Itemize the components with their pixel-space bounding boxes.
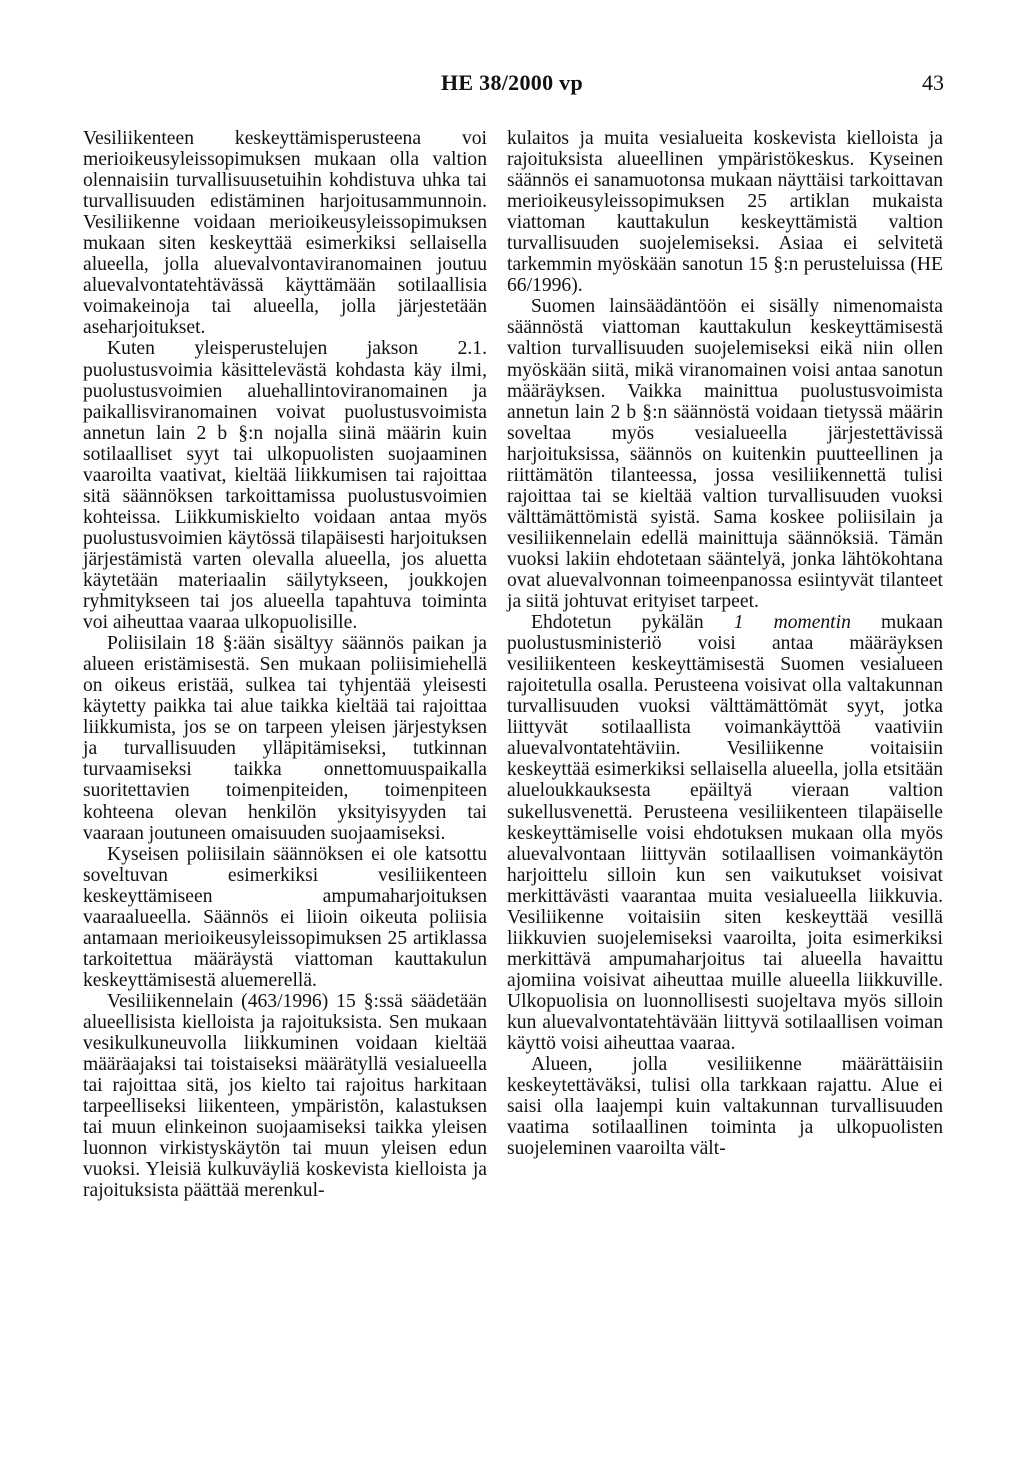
emphasis-text: 1 momentin <box>733 612 851 634</box>
paragraph-continuation: kulaitos ja muita vesialueita koskevista kielloista ja rajoituksista alueellinen ympäristökeskus. Kyseinen säännös ei sanamuotonsa mukaan näyttäisi tarkoittavan merioikeusyleissopimuksen 25 artiklan mukaista viattoman kauttakulun keskeyttämistä valtion turvallisuuden suojelemiseksi. Asiaa ei selvitetä tarkemmin myöskään sanotun 15 §:n perusteluissa (HE 66/1996). <box>507 128 943 297</box>
page-number: 43 <box>922 70 944 95</box>
paragraph-text: mukaan puolustusministeriö voisi antaa määräyksen vesiliikenteen keskeyttämisestä Suomen vesialueen rajoitetulla osalla. Perusteena voisivat olla valtakunnan turvallisuuden vuoksi välttämättömät syyt, jotka liittyvät sotilaallista voimankäyttöä vaativiin aluevalvontatehtäviin. Vesiliikenne voitaisiin keskeyttää esimerkiksi sellaisella alueella, jolla etsitään alueloukkauksesta epäiltyä vieraan valtion sukellusvenettä. Perusteena vesiliikenteen tilapäiselle keskeyttämiselle voisi ehdotuksen mukaan olla myös aluevalvontaan liittyvän sotilaallisen voimankäytön harjoittelu silloin kun sen vaikutukset voisivat merkittävästi vaarantaa muita vesialueella liikkuvia. Vesiliikenne voitaisiin siten keskeyttää vesillä liikkuvien suojelemiseksi vaaroilta, joita esimerkiksi merkittävä ampumaharjoitus tai alueella havaittu ajomiina voisivat aiheuttaa muille alueella liikkuville. Ulkopuolisia on luonnollisesti suojeltava myös silloin kun aluevalvontatehtävään liittyvä sotilaallisen voiman käyttö voisi aiheuttaa vaaraa. <box>507 612 943 1055</box>
paragraph: Suomen lainsäädäntöön ei sisälly nimenomaista säännöstä viattoman kauttakulun keskeyttämisestä valtion turvallisuuden suojelemiseksi eikä niin ollen myöskään siitä, mikä viranomainen voisi antaa sanotun määräyksen. Vaikka mainittua puolustusvoimista annetun lain 2 b §:n säännöstä voidaan tietyssä määrin soveltaa myös vesialueella järjestettävissä harjoituksissa, säännös on kuitenkin puutteellinen ja riittämätön tilanteessa, jossa vesiliikennettä tulisi rajoittaa tai se kieltää valtion turvallisuuden vuoksi välttämättömistä syistä. Sama koskee poliisilain ja vesiliikennelain edellä mainittuja säännöksiä. Tämän vuoksi lakiin ehdotetaan sääntelyä, jonka lähtökohtana ovat aluevalvonnan toimeenpanossa esiintyvät tilanteet ja siitä johtuvat erityiset tarpeet. <box>507 296 943 613</box>
paragraph: Kyseisen poliisilain säännöksen ei ole katsottu soveltuvan esimerkiksi vesiliikenteen keskeyttämiseen ampumaharjoituksen vaaraalueella. Säännös ei liioin oikeuta poliisia antamaan merioikeusyleissopimuksen 25 artiklassa tarkoitettua määräystä viattoman kauttakulun keskeyttämisestä aluemerellä. <box>83 843 487 991</box>
paragraph: Alueen, jolla vesiliikenne määrättäisiin keskeytettäväksi, tulisi olla tarkkaan rajattu. Alue ei saisi olla laajempi kuin valtakunnan turvallisuuden vaatima sotilaallinen toiminta ja ulkopuolisten suojeleminen vaaroilta vält- <box>507 1054 943 1160</box>
paragraph: Kuten yleisperustelujen jakson 2.1. puolustusvoimia käsittelevästä kohdasta käy ilmi, puolustusvoimien aluehallintoviranomainen ja paikallisviranomainen voivat puolustusvoimista annetun lain 2 b §:n nojalla siinä määrin kuin sotilaalliset syyt tai ulkopuolisten suojaaminen vaaroilta vaativat, kieltää liikkumisen tai rajoittaa sitä säännöksen tarkoittamissa puolustusvoimien kohteissa. Liikkumiskielto voidaan antaa myös puolustusvoimien käytössä tilapäisesti harjoituksen järjestämistä varten olevalla alueella, jos aluetta käytetään materiaalin säilytykseen, joukkojen ryhmitykseen tai jos alueella tapahtuva toiminta voi aiheuttaa vaaraa ulkopuolisille. <box>83 338 487 634</box>
paragraph-text: Ehdotetun pykälän <box>531 612 734 634</box>
document-title: HE 38/2000 vp <box>440 70 584 95</box>
right-column <box>507 128 943 1159</box>
paragraph: Vesiliikennelain (463/1996) 15 §:ssä säädetään alueellisista kielloista ja rajoituksista. Sen mukaan vesikulkuneuvolla liikkuminen voidaan kieltää määräajaksi tai toistaiseksi määrätyllä vesialueella tai rajoittaa sitä, jos kielto tai rajoitus harkitaan tarpeelliseksi liikenteen, ympäristön, kalastuksen tai muun elinkeinon suojaamiseksi taikka yleisen luonnon virkistyskäytön tai muun yleisen edun vuoksi. Yleisiä kulkuväyliä koskevista kielloista ja rajoituksista päättää merenkul- <box>83 990 487 1202</box>
page-header <box>0 70 1024 100</box>
paragraph <box>507 612 943 1054</box>
paragraph: Vesiliikenteen keskeyttämisperusteena voi merioikeusyleissopimuksen mukaan olla valtion olennaisiin turvallisuusetuihin kohdistuva uhka tai turvallisuuden edistäminen harjoitusammunnoin. Vesiliikenne voidaan merioikeusyleissopimuksen mukaan siten keskeyttää esimerkiksi sellaisella alueella, jolla aluevalvontaviranomainen joutuu aluevalvontatehtävässä käyttämään sotilaallisia voimakeinoja tai alueella, jolla järjestetään aseharjoitukset. <box>83 128 487 339</box>
paragraph: Poliisilain 18 §:ään sisältyy säännös paikan ja alueen eristämisestä. Sen mukaan poliisimiehellä on oikeus eristää, sulkea tai tyhjentää yleisesti käytetty paikka tai alue taikka kieltää tai rajoittaa liikkumista, jos se on tarpeen yleisen järjestyksen ja turvallisuuden ylläpitämiseksi, tutkinnan turvaamiseksi taikka onnettomuuspaikalla suoritettavien toimenpiteiden, toimenpiteen kohteena olevan henkilön yksityisyyden tai vaaraan joutuneen omaisuuden suojaamiseksi. <box>83 633 487 844</box>
left-column <box>83 128 487 1201</box>
